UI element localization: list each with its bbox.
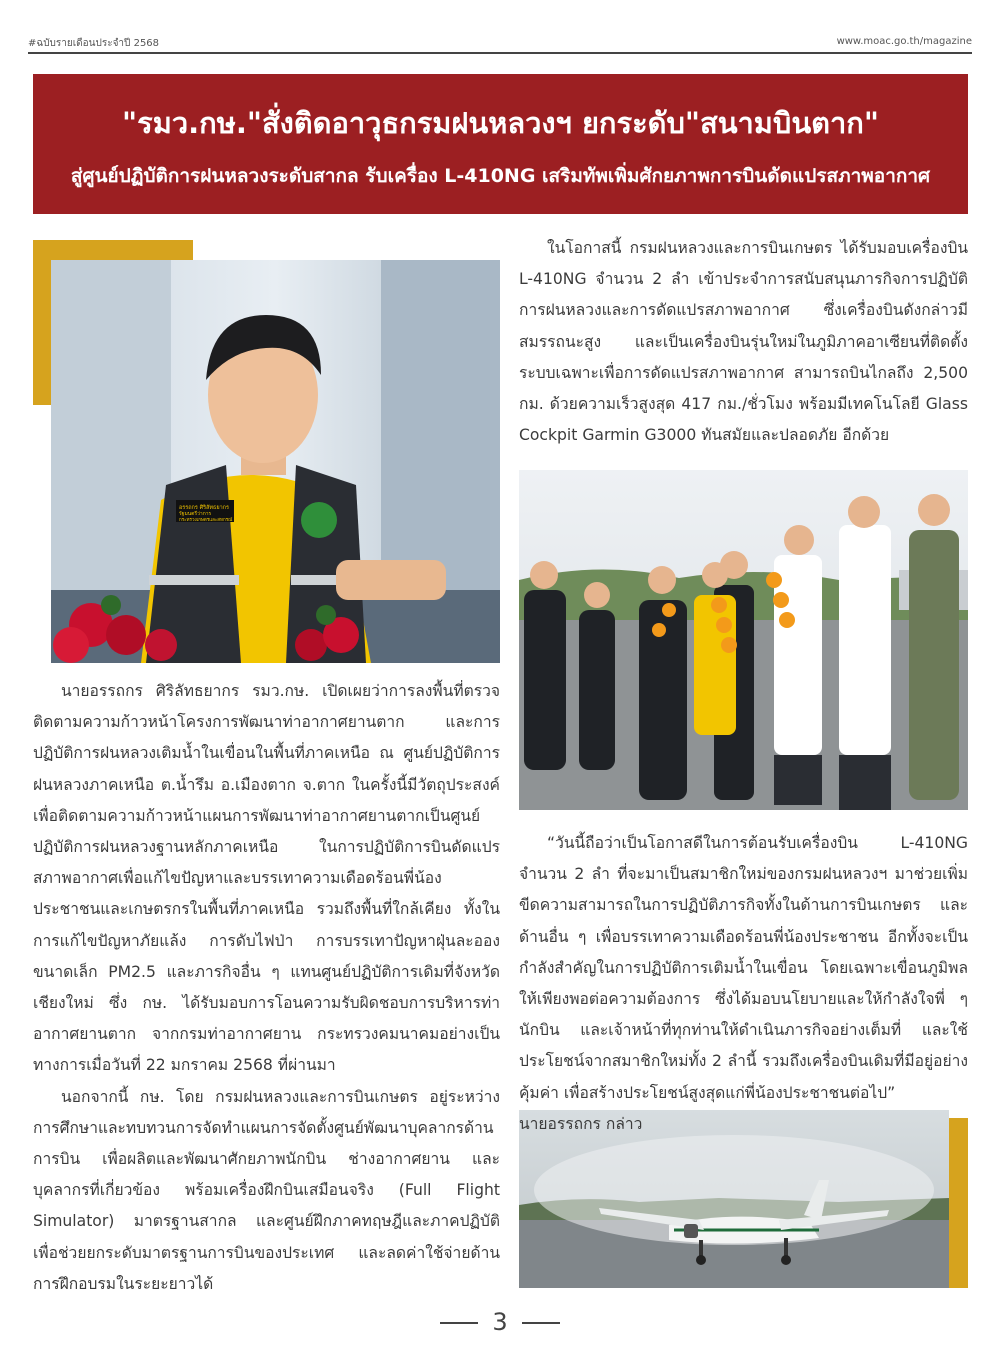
footer-line-left <box>440 1322 478 1324</box>
issue-label: #ฉบับรายเดือนประจำปี 2568 <box>28 38 160 49</box>
magazine-url[interactable]: www.moac.go.th/magazine <box>836 36 972 47</box>
headline-title: "รมว.กษ."สั่งติดอาวุธกรมฝนหลวงฯ ยกระดับ"สนามบินตาก" <box>122 106 879 140</box>
garland-illustration <box>519 470 968 810</box>
left-column-body <box>33 676 500 1306</box>
gold-accent-left <box>33 240 51 405</box>
vest-ministry-text: กระทรวงเกษตรและสหกรณ์ <box>179 518 233 523</box>
right-column-quote <box>519 828 968 1133</box>
footer-line-right <box>522 1322 560 1324</box>
right-column-intro <box>519 233 968 458</box>
vest-name-text: อรรถกร ศิริลัทธยากร <box>179 505 229 511</box>
page-footer <box>0 1308 1000 1338</box>
paragraph-training: นอกจากนี้ กษ. โดย กรมฝนหลวงและการบินเกษตร อยู่ระหว่างการศึกษาและทบทวนการจัดทำแผนการจัดตั้งศูนย์พัฒนาบุคลากรด้านการบิน เพื่อผลิตและพัฒนาศักยภาพนักบิน ช่างอากาศยาน และบุคลากรที่เกี่ยวข้อง พร้อมเครื่องฝึกบินเสมือนจริง (Full Flight Simulator) มาตรฐานสากล และศูนย์ฝึกภาคทฤษฎีและภาคปฏิบัติ เพื่อช่วยยกระดับมาตรฐานการบินของประเทศ และลดค่าใช้จ่ายด้านการฝึกอบรมในระยะยาวได้ <box>33 1087 500 1293</box>
page-number: 3 <box>492 1308 508 1336</box>
minister-quote: “วันนี้ถือว่าเป็นโอกาสดีในการต้อนรับเครื่องบิน L-410NG จำนวน 2 ลำ ที่จะมาเป็นสมาชิกใหม่ของกรมฝนหลวงฯ มาช่วยเพิ่มขีดความสามารถในการปฏิบัติภารกิจทั้งในด้านการบินเกษตร และด้านอื่น ๆ เพื่อบรรเทาความเดือดร้อนพี่น้องประชาชน อีกทั้งจะเป็นกำลังสำคัญในการปฏิบัติการเติมน้ำในเขื่อน โดยเฉพาะเขื่อนภูมิพลให้เพียงพอต่อความต้องการ ซึ่งได้มอบนโยบายและให้กำลังใจพี่ ๆ นักบิน และเจ้าหน้าที่ทุกท่านให้ดำเนินภารกิจอย่างเต็มที่ และใช้ประโยชน์จากสมาชิกใหม่ทั้ง 2 ลำนี้ รวมถึงเครื่องบินเดิมที่มีอยู่อย่างคุ้มค่า เพื่อสร้างประโยชน์สูงสุดแก่พี่น้องประชาชนต่อไป” <box>519 834 968 1102</box>
top-bar <box>28 36 972 56</box>
photo-minister <box>51 260 500 663</box>
quote-attribution: นายอรรถกร กล่าว <box>519 1114 643 1133</box>
vest-title-text: รัฐมนตรีว่าการ <box>179 511 212 517</box>
headline-subtitle: สู่ศูนย์ปฏิบัติการฝนหลวงระดับสากล รับเครื่อง L-410NG เสริมทัพเพิ่มศักยภาพการบินดัดแปรสภาพอากาศ <box>70 165 931 187</box>
gold-accent-left-top <box>33 240 193 260</box>
paragraph-intro: ในโอกาสนี้ กรมฝนหลวงและการบินเกษตร ได้รับมอบเครื่องบิน L-410NG จำนวน 2 ลำ เข้าประจำการสนับสนุนภารกิจการปฏิบัติการฝนหลวงและการดัดแปรสภาพอากาศ ซึ่งเครื่องบินดังกล่าวมีสมรรถนะสูง และเป็นเครื่องบินรุ่นใหม่ในภูมิภาคอาเซียนที่ติดตั้งระบบเฉพาะเพื่อการดัดแปรสภาพอากาศ สามารถบินไกลถึง 2,500 กม. ด้วยความเร็วสูงสุด 417 กม./ชั่วโมง พร้อมมีเทคโนโลยี Glass Cockpit Garmin G3000 ทันสมัยและปลอดภัย อีกด้วย <box>519 239 968 445</box>
headline-banner <box>33 74 968 214</box>
gold-accent-right <box>949 1118 968 1288</box>
photo-garland-ceremony <box>519 470 968 810</box>
paragraph-main: นายอรรถกร ศิริลัทธยากร รมว.กษ. เปิดเผยว่าการลงพื้นที่ตรวจติดตามความก้าวหน้าโครงการพัฒนาท่าอากาศยานตาก และการปฏิบัติการฝนหลวงเติมน้ำในเขื่อนในพื้นที่ภาคเหนือ ณ ศูนย์ปฏิบัติการฝนหลวงภาคเหนือ ต.น้ำรึม อ.เมืองตาก จ.ตาก ในครั้งนี้มีวัตถุประสงค์เพื่อติดตามความก้าวหน้าแผนการพัฒนาท่าอากาศยานตากเป็นศูนย์ปฏิบัติการฝนหลวงฐานหลักภาคเหนือ ในการปฏิบัติการบินดัดแปรสภาพอากาศเพื่อแก้ไขปัญหาและบรรเทาความเดือดร้อนพี่น้องประชาชนและเกษตรกรในพื้นที่ภาคเหนือ รวมถึงพื้นที่ใกล้เคียง ทั้งในการแก้ไขปัญหาภัยแล้ง การดับไฟป่า การบรรเทาปัญหาฝุ่นละอองขนาดเล็ก PM2.5 และภารกิจอื่น ๆ แทนศูนย์ปฏิบัติการเดิมที่จังหวัดเชียงใหม่ ซึ่ง กษ. ได้รับมอบการโอนความรับผิดชอบการบริหารท่าอากาศยานตาก จากกรมท่าอากาศยาน กระทรวงคมนาคมอย่างเป็นทางการเมื่อวันที่ 22 มกราคม 2568 ที่ผ่านมา <box>33 682 500 1075</box>
minister-illustration <box>51 260 500 663</box>
top-divider <box>28 52 972 54</box>
